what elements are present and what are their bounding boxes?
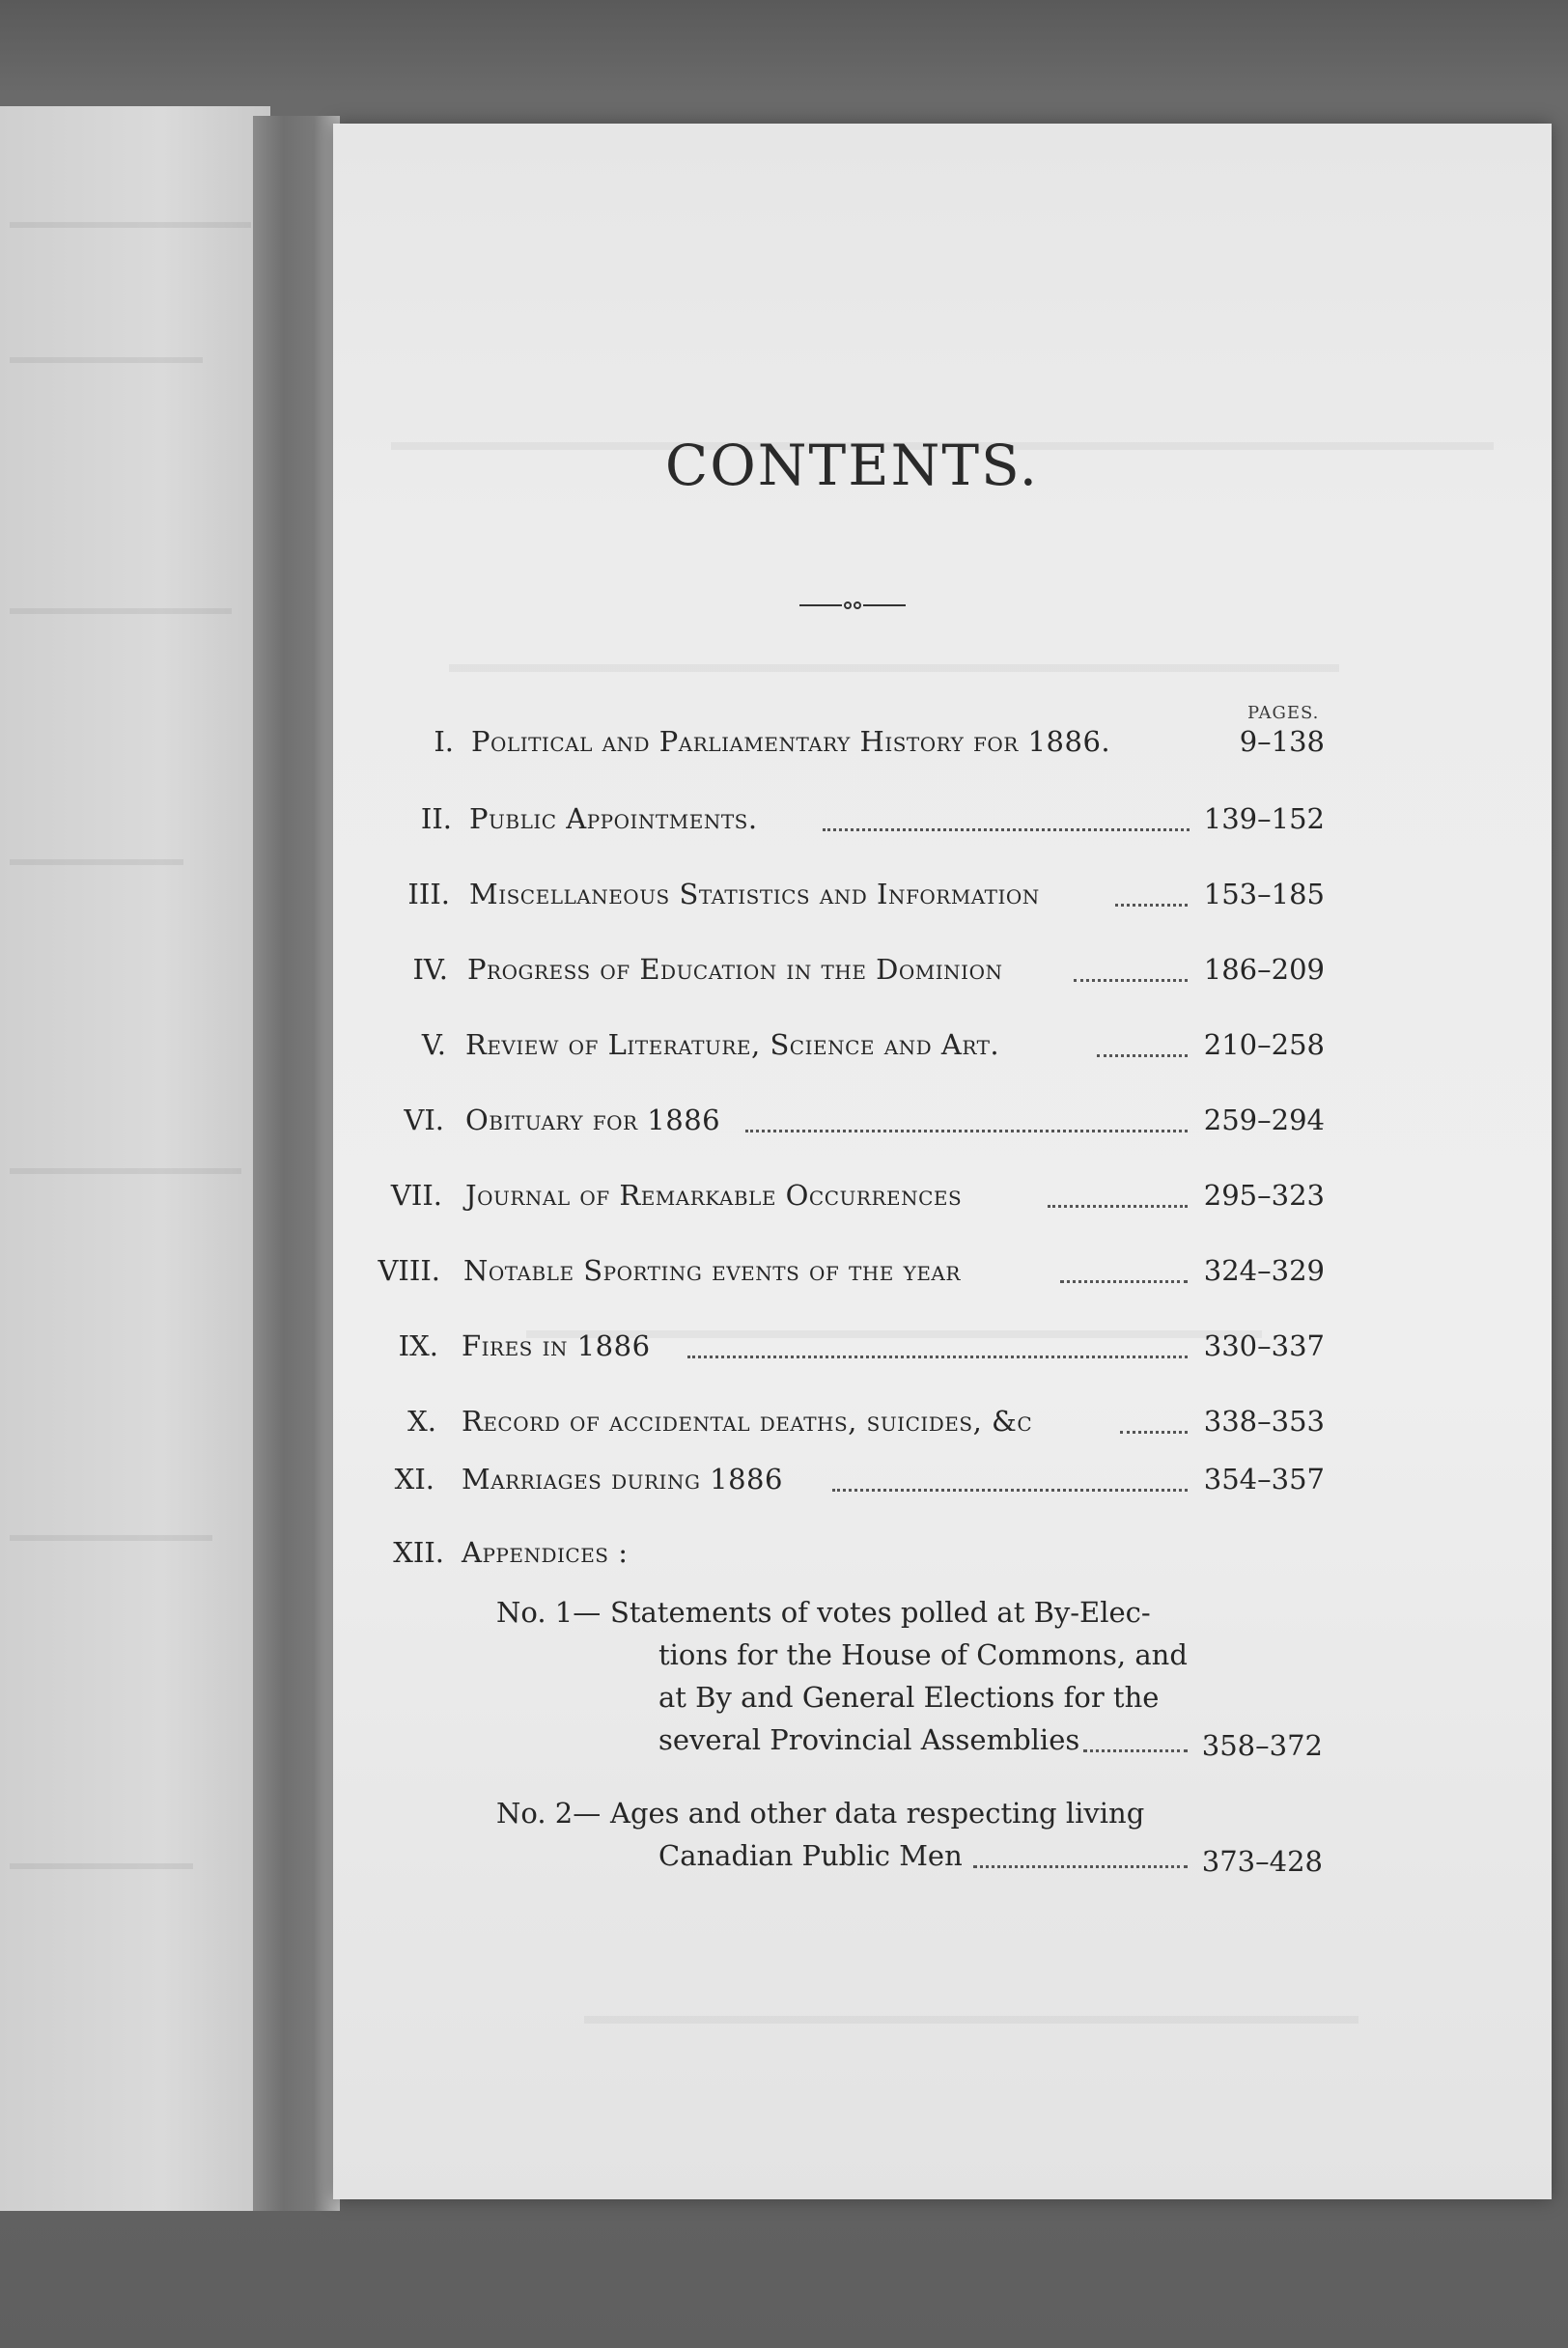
entry-title: Miscellaneous Statistics and Information [469,878,1040,910]
bleed-through-line [10,222,251,228]
entry-title: Appendices : [462,1536,629,1569]
appendix-label: No. 2— [496,1797,602,1830]
dot-leader [832,1489,1188,1492]
dot-leader [687,1356,1188,1358]
entry-title: Progress of Education in the Dominion [467,953,1003,986]
appendix-pages: 358–372 [1201,1729,1323,1762]
bleed-through-line [10,608,232,614]
entry-title: Obituary for 1886 [465,1104,721,1136]
entry-title: Journal of Remarkable Occurrences [465,1179,963,1212]
entry-title: Fires in 1886 [462,1329,651,1362]
ornament-rule-icon [799,599,906,612]
entry-pages: 139–152 [1203,802,1325,835]
pages-column-label: PAGES. [1247,703,1320,723]
bleed-through-line [449,664,1339,672]
entry-pages: 324–329 [1203,1254,1325,1287]
dot-leader [1115,904,1188,907]
appendix-line: tions for the House of Commons, and [658,1638,1188,1671]
entry-title: Record of accidental deaths, suicides, &c [462,1405,1033,1438]
entry-title: Political and Parliamentary History for 1886. [471,725,1111,758]
entry-pages: 210–258 [1203,1028,1325,1061]
entry-numeral: VI. [404,1104,444,1136]
bleed-through-line [10,1863,193,1869]
entry-pages: 354–357 [1203,1463,1325,1495]
entry-numeral: X. [407,1405,436,1438]
entry-title: Marriages during 1886 [462,1463,783,1495]
dot-leader [1060,1280,1188,1283]
entry-numeral: XI. [394,1463,434,1495]
entry-numeral: VII. [390,1179,442,1212]
entry-numeral: III. [407,878,450,910]
dot-leader [823,828,1190,831]
entry-numeral: I. [434,725,454,758]
entry-pages: 153–185 [1203,878,1325,910]
dot-leader [973,1865,1188,1868]
dot-leader [1083,1749,1188,1752]
dot-leader [745,1130,1188,1132]
bleed-through-line [10,1535,212,1541]
entry-pages: 9–138 [1239,725,1325,758]
appendix-line: Ages and other data respecting living [610,1797,1145,1830]
entry-pages: 295–323 [1203,1179,1325,1212]
page-title: CONTENTS. [664,433,1040,498]
entry-title: Review of Literature, Science and Art. [465,1028,1000,1061]
appendix-line: at By and General Elections for the [658,1681,1160,1714]
bleed-through-line [10,1168,241,1174]
entry-numeral: XII. [393,1536,444,1569]
entry-title: Notable Sporting events of the year [463,1254,961,1287]
dot-leader [1074,979,1188,982]
entry-pages: 330–337 [1203,1329,1325,1362]
facing-page [0,106,270,2211]
bleed-through-line [10,357,203,363]
entry-pages: 259–294 [1203,1104,1325,1136]
entry-pages: 338–353 [1203,1405,1325,1438]
entry-numeral: II. [420,802,452,835]
appendix-line: Statements of votes polled at By-Elec- [610,1596,1151,1629]
appendix-label: No. 1— [496,1596,602,1629]
dot-leader [1048,1205,1188,1208]
entry-numeral: IX. [398,1329,438,1362]
appendix-line: several Provincial Assemblies [658,1723,1080,1756]
entry-title: Public Appointments. [469,802,758,835]
bleed-through-line [584,2016,1358,2024]
entry-numeral: V. [421,1028,446,1061]
book-gutter [253,116,340,2211]
entry-numeral: IV. [412,953,448,986]
entry-pages: 186–209 [1203,953,1325,986]
bleed-through-line [10,859,183,865]
appendix-pages: 373–428 [1201,1845,1323,1878]
dot-leader [1097,1054,1188,1057]
dot-leader [1120,1431,1188,1434]
entry-numeral: VIII. [378,1254,440,1287]
appendix-line: Canadian Public Men [658,1839,963,1872]
